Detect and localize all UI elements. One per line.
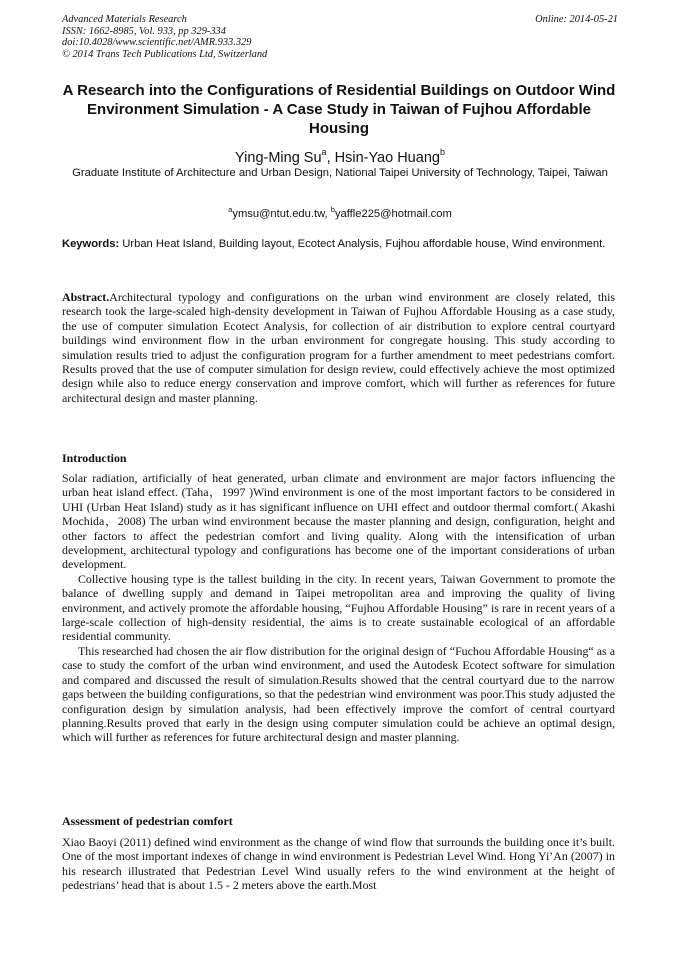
journal-copyright: © 2014 Trans Tech Publications Ltd, Switzerland — [62, 48, 268, 60]
intro-paragraph-1: Solar radiation, artificially of heat generated, urban climate and environment are major factors influencing the urban heat island effect. (Taha，1997 )Wind environment is one of the most important factors to be considered in UHI (Urban Heat Island) study as it has significant influence on UHI effect and outdoor thermal comfort.( Akashi Mochida，2008) The urban wind environment because the master planning and design, configuration, height and other factors to affect the pedestrian comfort and living quality. Along with the intensification of urban development, architectural typology and configurations has become one of the important considerations of urban development. — [62, 471, 615, 572]
journal-doi: doi:10.4028/www.scientific.net/AMR.933.329 — [62, 37, 252, 49]
email-a-sup: a — [228, 205, 233, 214]
email-b-sup: b — [330, 205, 335, 214]
introduction-heading: Introduction — [62, 451, 127, 465]
author-1-sup: a — [321, 147, 327, 157]
journal-header — [62, 14, 618, 60]
introduction-body — [62, 471, 615, 745]
author-line — [62, 143, 618, 167]
assessment-body — [62, 835, 615, 893]
email-b: yaffle225@hotmail.com — [334, 208, 452, 220]
author-2: Hsin-Yao Huang — [334, 150, 440, 166]
intro-paragraph-3: This researched had chosen the air flow distribution for the original design of “Fuchou Affordable Housing“ as a case to study the comfort of the urban wind environment, and used the Autodesk Ecotect software for simulation and compared and discussed the result of simulation.Results showed that the central courtyard due to the narrow gaps between the building configurations, so that the pedestrian wind environment was poor.This study adjusted the configuration design by simulation analysis, had been effectively improve the comfort of central courtyard planning.Results proved that early in the design using computer simulation could be achieve an optimal design, which will further as references for future architectural design and master planning. — [62, 643, 615, 745]
author-separator: , — [326, 150, 335, 166]
abstract-label: Abstract. — [62, 290, 110, 304]
author-2-sup: b — [439, 147, 445, 157]
email-line — [62, 202, 618, 222]
abstract-text: Architectural typology and configurations on the urban wind environment are closely related, this research took the large-scaled high-density development in Taiwan of Fujhou Affordable Housing as a case study, the use of computer simulation Ecotect Analysis, for collection of air distribution to explore central courtyard buildings wind environment flow in the urban environment for congregate housing. This study according to simulation results tried to adjust the configuration program for a further amendment to meet pedestrians comfort. Results proved that the use of computer simulation for design review, could effectively achieve the most optimized design while also to reduce energy conservation and improve comfort, which will further as references for future architectural design and master planning. — [62, 290, 615, 405]
author-1: Ying-Ming Su — [235, 150, 322, 166]
keywords-label: Keywords: — [62, 238, 120, 250]
journal-name: Advanced Materials Research — [62, 14, 187, 25]
assessment-heading: Assessment of pedestrian comfort — [62, 814, 233, 828]
online-date: Online: 2014-05-21 — [535, 14, 618, 25]
journal-issn: ISSN: 1662-8985, Vol. 933, pp 329-334 — [62, 25, 226, 37]
abstract — [62, 290, 615, 405]
paper-title: A Research into the Configurations of Residential Buildings on Outdoor Wind Environment Simulation - A Case Study in Taiwan of Fujhou Affordable Housing — [62, 82, 616, 137]
keywords — [62, 238, 614, 252]
assessment-paragraph: Xiao Baoyi (2011) defined wind environment as the change of wind flow that surrounds the building once it’s built. One of the most important indexes of change in wind environment is Pedestrian Level Wind. Hong Yi’An (2007) in his research illustrated that Pedestrian Level Wind usually refers to the wind environment at the height of pedestrians’ head that is about 1.5 - 2 meters above the earth.Most — [62, 835, 615, 893]
affiliation: Graduate Institute of Architecture and Urban Design, National Taipei University of Technology, Taipei, Taiwan — [72, 167, 608, 179]
email-a: ymsu@ntut.edu.tw, — [232, 208, 331, 220]
keywords-text: Urban Heat Island, Building layout, Ecotect Analysis, Fujhou affordable house, Wind environment. — [119, 238, 606, 250]
intro-paragraph-2: Collective housing type is the tallest building in the city. In recent years, Taiwan Government to promote the balance of dwelling supply and demand in Taipei metropolitan area and improving the quality of living environment, and actively promote the affordable housing, “Fujhou Affordable Housing” is rare in recent years of a large-scale collection of high-density residential, the aims is to create sustainable ecological of an affordable residential community. — [62, 571, 615, 644]
